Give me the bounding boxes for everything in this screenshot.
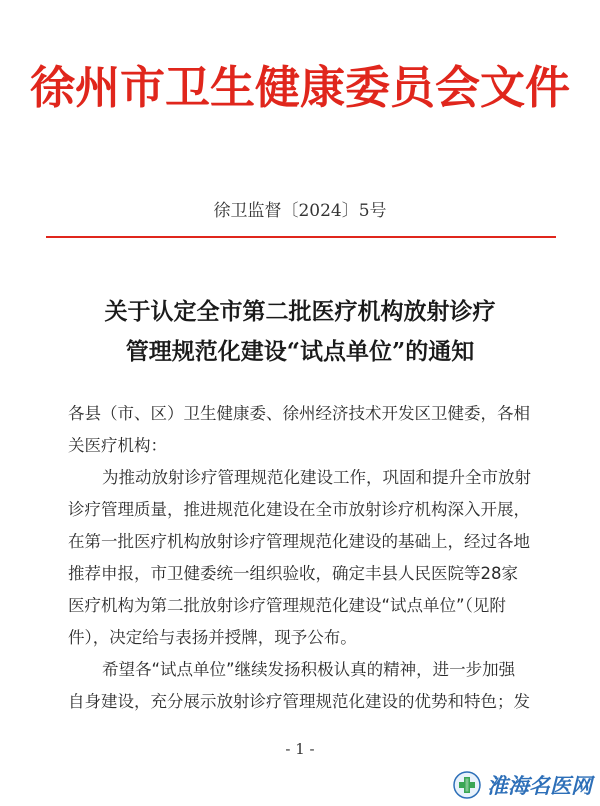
body-paragraph-2-line-1: 希望各“试点单位”继续发扬积极认真的精神，进一步加强 <box>102 660 516 679</box>
notice-title <box>0 292 600 372</box>
body-paragraph-1-line-1: 为推动放射诊疗管理规范化建设工作，巩固和提升全市放射 <box>102 468 531 487</box>
red-divider-line <box>46 236 556 238</box>
body-paragraph-1-line-5: 医疗机构为第二批放射诊疗管理规范化建设“试点单位”（见附 <box>68 596 506 615</box>
issuer-header-title: 徐州市卫生健康委员会文件 <box>29 61 570 114</box>
body-paragraph-1-line-3: 在第一批医疗机构放射诊疗管理规范化建设的基础上，经过各地 <box>68 532 530 551</box>
body-paragraph-1-line-6: 件），决定给与表扬并授牌，现予公布。 <box>68 628 357 647</box>
body-paragraph-2-line-2: 自身建设，充分展示放射诊疗管理规范化建设的优势和特色；发 <box>68 692 530 711</box>
watermark-text: 淮海名医网 <box>487 774 592 798</box>
addressee-line-2: 关医疗机构： <box>68 436 167 455</box>
notice-body <box>68 398 538 718</box>
site-watermark <box>453 770 592 800</box>
notice-title-line-1: 关于认定全市第二批医疗机构放射诊疗 <box>104 298 496 325</box>
addressee-line-1: 各县（市、区）卫生健康委、徐州经济技术开发区卫健委，各相 <box>68 404 530 423</box>
page-number: - 1 - <box>285 740 315 758</box>
body-paragraph-1-line-4: 推荐申报，市卫健委统一组织验收，确定丰县人民医院等28家 <box>68 564 518 583</box>
document-number: 徐卫监督〔2024〕5号 <box>213 201 387 221</box>
medical-cross-logo-icon <box>453 771 481 799</box>
notice-title-line-2: 管理规范化建设“试点单位”的通知 <box>125 338 475 365</box>
body-paragraph-1-line-2: 诊疗管理质量，推进规范化建设在全市放射诊疗机构深入开展， <box>68 500 530 519</box>
